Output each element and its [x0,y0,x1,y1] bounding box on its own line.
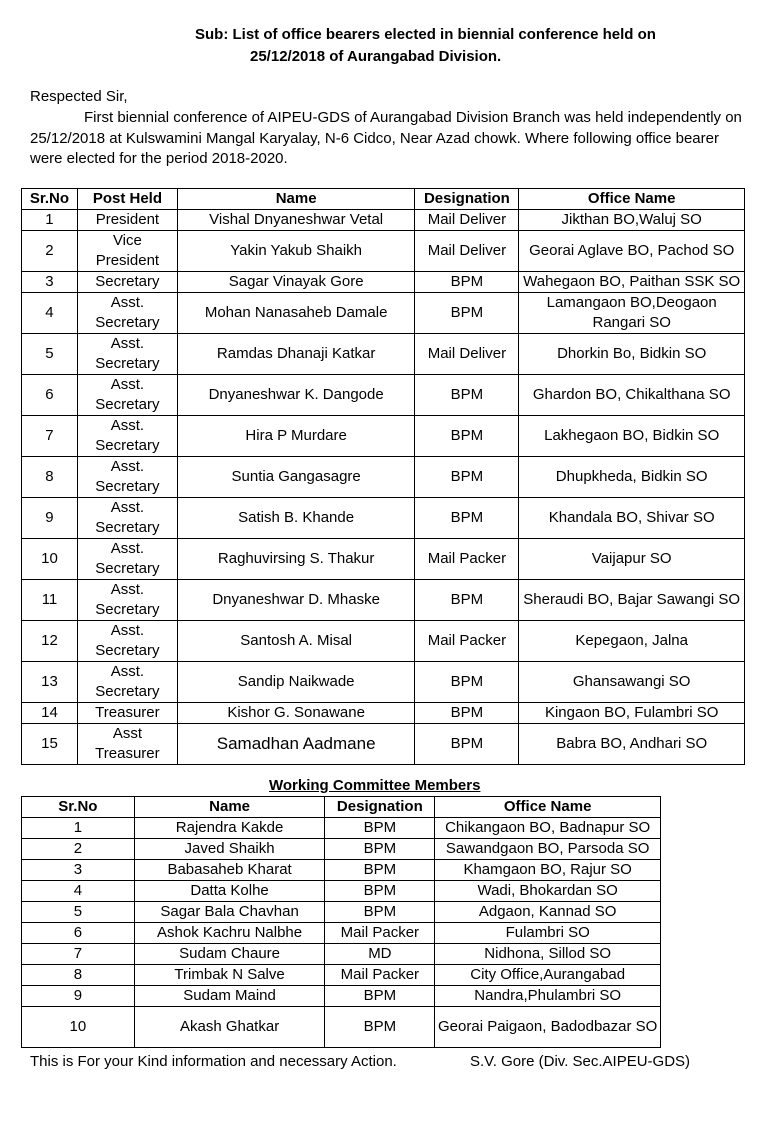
sr-no-cell: 5 [22,902,135,923]
sr-no-cell: 8 [22,457,78,498]
office-name-cell: Nandra,Phulambri SO [435,986,661,1007]
table-row [22,210,745,231]
name-cell: Trimbak N Salve [134,965,325,986]
office-name-cell: Georai Aglave BO, Pachod SO [519,231,745,272]
office-name-cell: Dhupkheda, Bidkin SO [519,457,745,498]
post-held-cell: Asst. Secretary [77,580,177,621]
office-name-cell: Vaijapur SO [519,539,745,580]
table-row [22,334,745,375]
post-held-cell: Asst. Secretary [77,662,177,703]
office-name-cell: Ghardon BO, Chikalthana SO [519,375,745,416]
designation-cell: BPM [415,272,519,293]
name-cell: Suntia Gangasagre [177,457,415,498]
name-cell: Sandip Naikwade [177,662,415,703]
name-cell: Rajendra Kakde [134,818,325,839]
post-held-cell: Asst. Secretary [77,621,177,662]
name-cell: Sagar Bala Chavhan [134,902,325,923]
committee-title: Working Committee Members [269,777,481,794]
office-name-cell: Adgaon, Kannad SO [435,902,661,923]
table-row [22,580,745,621]
office-name-cell: Georai Paigaon, Badodbazar SO [435,1007,661,1048]
name-cell: Mohan Nanasaheb Damale [177,293,415,334]
table-header-row [22,797,661,818]
sr-no-cell: 11 [22,580,78,621]
header-name: Name [177,189,415,210]
designation-cell: BPM [325,1007,435,1048]
table-row [22,860,661,881]
table-row [22,818,661,839]
table-row [22,986,661,1007]
post-held-cell: Secretary [77,272,177,293]
office-name-cell: Dhorkin Bo, Bidkin SO [519,334,745,375]
header-office-name: Office Name [519,189,745,210]
office-name-cell: Wadi, Bhokardan SO [435,881,661,902]
post-held-cell: Asst. Secretary [77,498,177,539]
designation-cell: Mail Packer [325,965,435,986]
name-cell: Ramdas Dhanaji Katkar [177,334,415,375]
office-name-cell: Khandala BO, Shivar SO [519,498,745,539]
sr-no-cell: 10 [22,1007,135,1048]
office-name-cell: Babra BO, Andhari SO [519,724,745,765]
designation-cell: BPM [325,818,435,839]
header-designation: Designation [325,797,435,818]
designation-cell: Mail Deliver [415,334,519,375]
sr-no-cell: 3 [22,860,135,881]
header-sr-no: Sr.No [22,189,78,210]
sr-no-cell: 1 [22,818,135,839]
office-name-cell: Chikangaon BO, Badnapur SO [435,818,661,839]
table-row [22,375,745,416]
designation-cell: BPM [325,986,435,1007]
designation-cell: Mail Deliver [415,231,519,272]
sr-no-cell: 9 [22,986,135,1007]
designation-cell: Mail Deliver [415,210,519,231]
sr-no-cell: 6 [22,375,78,416]
post-held-cell: President [77,210,177,231]
designation-cell: BPM [415,457,519,498]
office-name-cell: Ghansawangi SO [519,662,745,703]
name-cell: Dnyaneshwar D. Mhaske [177,580,415,621]
table-row [22,703,745,724]
office-bearers-table [21,188,745,765]
sr-no-cell: 9 [22,498,78,539]
table-row [22,724,745,765]
table-row [22,1007,661,1048]
post-held-cell: Asst. Secretary [77,293,177,334]
post-held-cell: Treasurer [77,703,177,724]
name-cell: Dnyaneshwar K. Dangode [177,375,415,416]
header-designation: Designation [415,189,519,210]
signature: S.V. Gore (Div. Sec.AIPEU-GDS) [470,1053,691,1070]
header-office-name: Office Name [435,797,661,818]
designation-cell: BPM [325,860,435,881]
name-cell: Sagar Vinayak Gore [177,272,415,293]
post-held-cell: Asst. Secretary [77,457,177,498]
name-cell: Raghuvirsing S. Thakur [177,539,415,580]
designation-cell: BPM [415,498,519,539]
office-name-cell: Kingaon BO, Fulambri SO [519,703,745,724]
table-row [22,881,661,902]
post-held-cell: Asst. Secretary [77,334,177,375]
sr-no-cell: 8 [22,965,135,986]
name-cell: Samadhan Aadmane [177,724,415,765]
designation-cell: BPM [325,902,435,923]
office-name-cell: Kepegaon, Jalna [519,621,745,662]
table-row [22,272,745,293]
table-row [22,923,661,944]
office-name-cell: City Office,Aurangabad [435,965,661,986]
office-name-cell: Lakhegaon BO, Bidkin SO [519,416,745,457]
designation-cell: BPM [415,580,519,621]
designation-cell: BPM [415,416,519,457]
designation-cell: Mail Packer [415,539,519,580]
office-name-cell: Lamangaon BO,Deogaon Rangari SO [519,293,745,334]
name-cell: Vishal Dnyaneshwar Vetal [177,210,415,231]
table-row [22,498,745,539]
name-cell: Datta Kolhe [134,881,325,902]
office-name-cell: Nidhona, Sillod SO [435,944,661,965]
designation-cell: BPM [415,662,519,703]
designation-cell: BPM [415,293,519,334]
table-row [22,839,661,860]
table-row [22,416,745,457]
table-row [22,621,745,662]
post-held-cell: Asst. Secretary [77,539,177,580]
sr-no-cell: 14 [22,703,78,724]
post-held-cell: Asst. Secretary [77,375,177,416]
name-cell: Ashok Kachru Nalbhe [134,923,325,944]
sr-no-cell: 15 [22,724,78,765]
name-cell: Satish B. Khande [177,498,415,539]
table-row [22,944,661,965]
sr-no-cell: 7 [22,944,135,965]
designation-cell: Mail Packer [415,621,519,662]
designation-cell: BPM [325,881,435,902]
designation-cell: BPM [415,724,519,765]
table-row [22,662,745,703]
sr-no-cell: 1 [22,210,78,231]
table-row [22,902,661,923]
sr-no-cell: 10 [22,539,78,580]
sr-no-cell: 5 [22,334,78,375]
working-committee-table [21,796,661,1048]
sr-no-cell: 4 [22,881,135,902]
table-row [22,457,745,498]
office-name-cell: Khamgaon BO, Rajur SO [435,860,661,881]
name-cell: Akash Ghatkar [134,1007,325,1048]
subject-line-2: 25/12/2018 of Aurangabad Division. [250,48,502,65]
table-row [22,539,745,580]
name-cell: Sudam Maind [134,986,325,1007]
designation-cell: BPM [415,375,519,416]
header-sr-no: Sr.No [22,797,135,818]
sr-no-cell: 2 [22,231,78,272]
designation-cell: MD [325,944,435,965]
sr-no-cell: 12 [22,621,78,662]
intro-paragraph: First biennial conference of AIPEU-GDS of Aurangabad Division Branch was held independently on 25/12/2018 at Kulswamini Mangal Karyalay, N-6 Cidco, Near Azad chowk. Where following office bearer were elected for the period 2018-2020. [30,109,742,167]
name-cell: Hira P Murdare [177,416,415,457]
sr-no-cell: 3 [22,272,78,293]
name-cell: Javed Shaikh [134,839,325,860]
name-cell: Sudam Chaure [134,944,325,965]
office-name-cell: Fulambri SO [435,923,661,944]
name-cell: Babasaheb Kharat [134,860,325,881]
designation-cell: BPM [415,703,519,724]
sr-no-cell: 7 [22,416,78,457]
office-name-cell: Wahegaon BO, Paithan SSK SO [519,272,745,293]
designation-cell: BPM [325,839,435,860]
footer-note: This is For your Kind information and necessary Action. [30,1053,397,1070]
name-cell: Kishor G. Sonawane [177,703,415,724]
sr-no-cell: 13 [22,662,78,703]
office-name-cell: Jikthan BO,Waluj SO [519,210,745,231]
subject-line-1: Sub: List of office bearers elected in biennial conference held on [195,26,656,43]
name-cell: Yakin Yakub Shaikh [177,231,415,272]
sr-no-cell: 2 [22,839,135,860]
post-held-cell: Vice President [77,231,177,272]
office-name-cell: Sheraudi BO, Bajar Sawangi SO [519,580,745,621]
table-row [22,965,661,986]
post-held-cell: Asst Treasurer [77,724,177,765]
table-row [22,231,745,272]
salutation: Respected Sir, [30,88,128,105]
table-header-row [22,189,745,210]
post-held-cell: Asst. Secretary [77,416,177,457]
designation-cell: Mail Packer [325,923,435,944]
office-name-cell: Sawandgaon BO, Parsoda SO [435,839,661,860]
header-name: Name [134,797,325,818]
name-cell: Santosh A. Misal [177,621,415,662]
table-row [22,293,745,334]
header-post-held: Post Held [77,189,177,210]
sr-no-cell: 6 [22,923,135,944]
sr-no-cell: 4 [22,293,78,334]
